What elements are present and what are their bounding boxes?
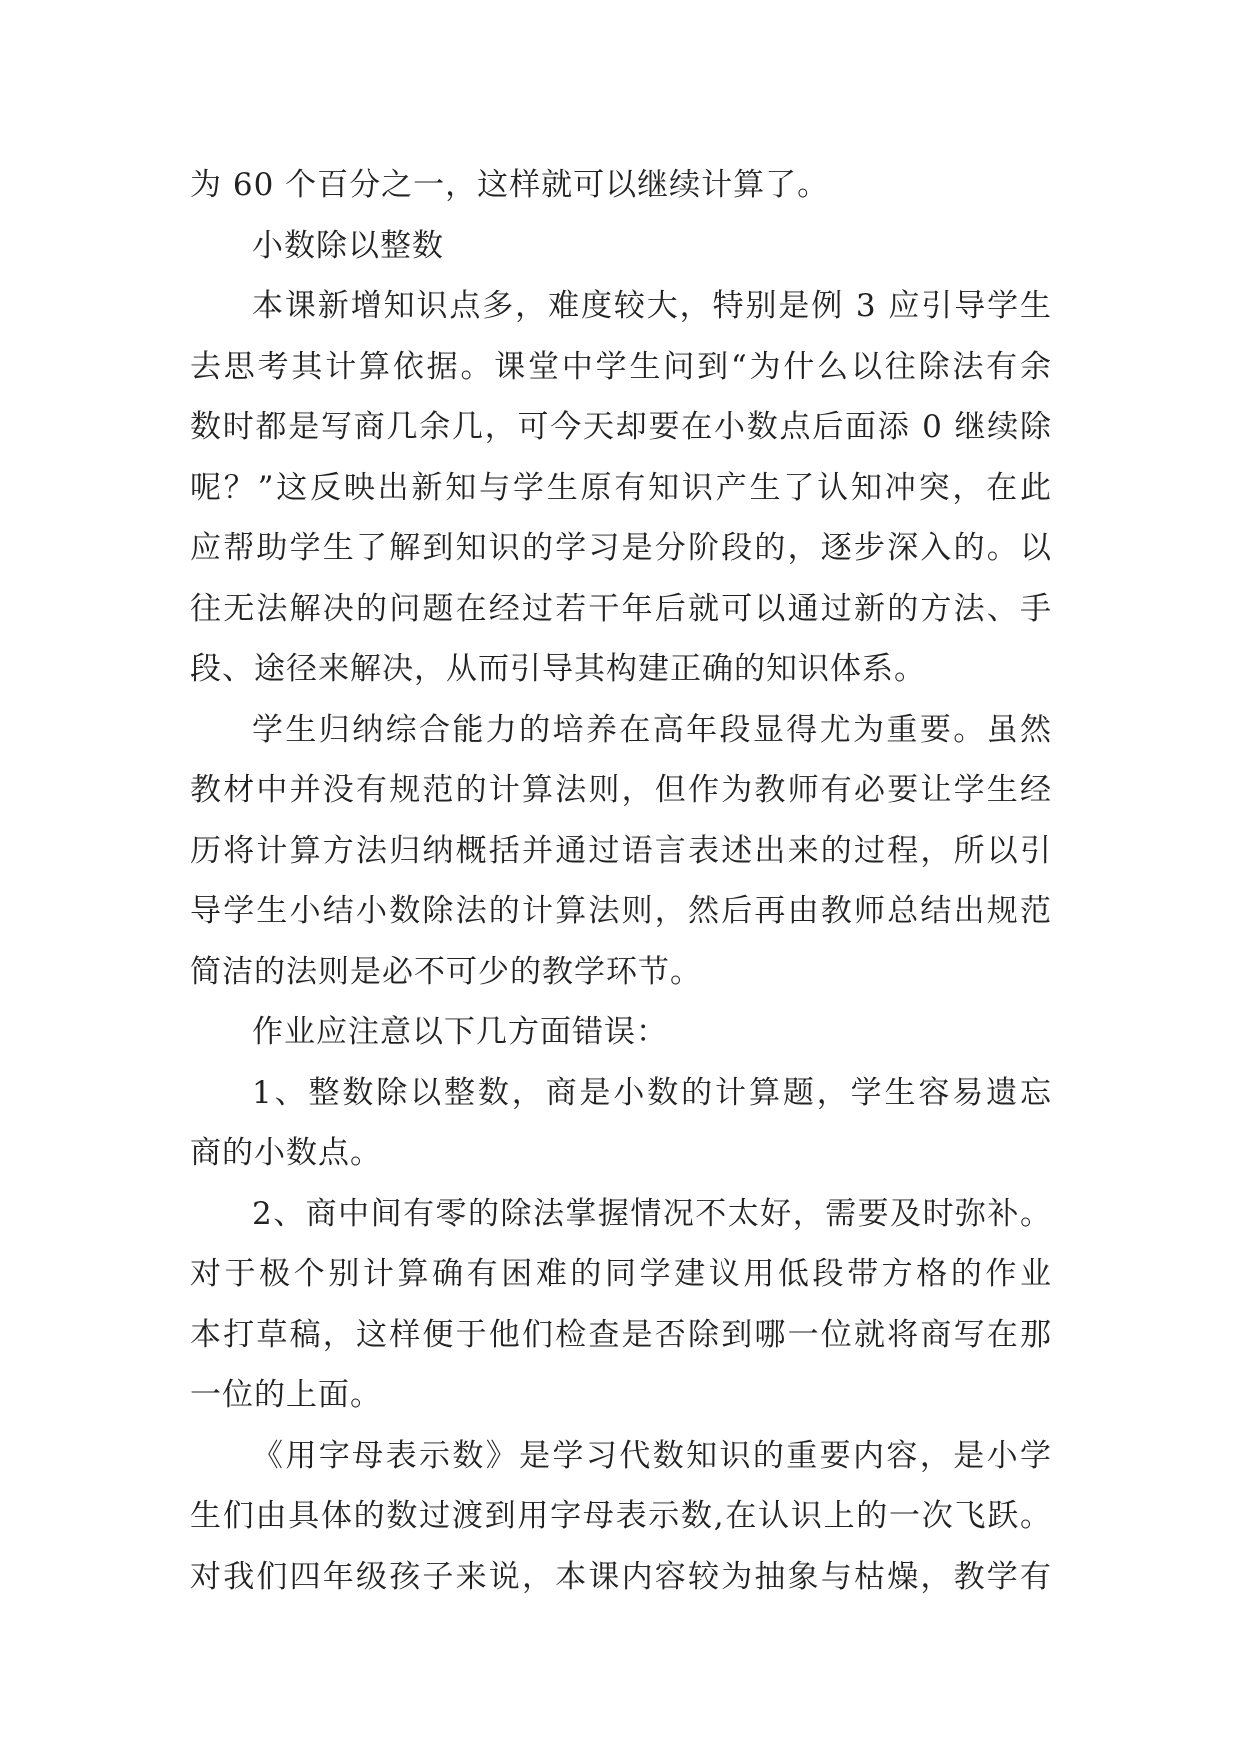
list-item: 1、整数除以整数，商是小数的计算题，学生容易遗忘	[252, 1074, 1052, 1111]
text-line: 作业应注意以下几方面错误：	[252, 1014, 668, 1050]
text-line: 为 60 个百分之一，这样就可以继续计算了。	[190, 167, 830, 203]
text-line: 对我们四年级孩子来说，本课内容较为抽象与枯燥，教学有	[190, 1558, 1052, 1595]
text-line: 一位的上面。	[190, 1377, 382, 1413]
text-line: 呢？”这反映出新知与学生原有知识产生了认知冲突，在此	[190, 469, 1052, 506]
list-item-continuation: 商的小数点。	[190, 1135, 382, 1171]
text-line: 往无法解决的问题在经过若干年后就可以通过新的方法、手	[190, 590, 1052, 627]
list-item: 2、商中间有零的除法掌握情况不太好，需要及时弥补。	[252, 1195, 1052, 1232]
text-line: 历将计算方法归纳概括并通过语言表述出来的过程，所以引	[190, 832, 1052, 869]
text-line: 对于极个别计算确有困难的同学建议用低段带方格的作业	[190, 1256, 1052, 1292]
body-text	[190, 155, 1052, 1607]
text-line: 教材中并没有规范的计算法则，但作为教师有必要让学生经	[190, 772, 1052, 808]
text-line: 段、途径来解决，从而引导其构建正确的知识体系。	[190, 651, 926, 687]
section-heading: 小数除以整数	[252, 227, 444, 264]
text-line: 《用字母表示数》是学习代数知识的重要内容，是小学	[252, 1437, 1052, 1474]
text-line: 去思考其计算依据。课堂中学生问到“为什么以往除法有余	[190, 348, 1052, 385]
text-line: 简洁的法则是必不可少的教学环节。	[190, 953, 702, 990]
text-line: 本课新增知识点多，难度较大，特别是例 3 应引导学生	[252, 288, 1052, 324]
text-line: 生们由具体的数过渡到用字母表示数,在认识上的一次飞跃。	[190, 1498, 1052, 1534]
text-line: 数时都是写商几余几，可今天却要在小数点后面添 0 继续除	[190, 409, 1052, 445]
text-line: 应帮助学生了解到知识的学习是分阶段的，逐步深入的。以	[190, 530, 1052, 566]
text-line: 导学生小结小数除法的计算法则，然后再由教师总结出规范	[190, 893, 1052, 929]
text-line: 学生归纳综合能力的培养在高年段显得尤为重要。虽然	[252, 711, 1052, 748]
text-line: 本打草稿，这样便于他们检查是否除到哪一位就将商写在那	[190, 1316, 1052, 1353]
